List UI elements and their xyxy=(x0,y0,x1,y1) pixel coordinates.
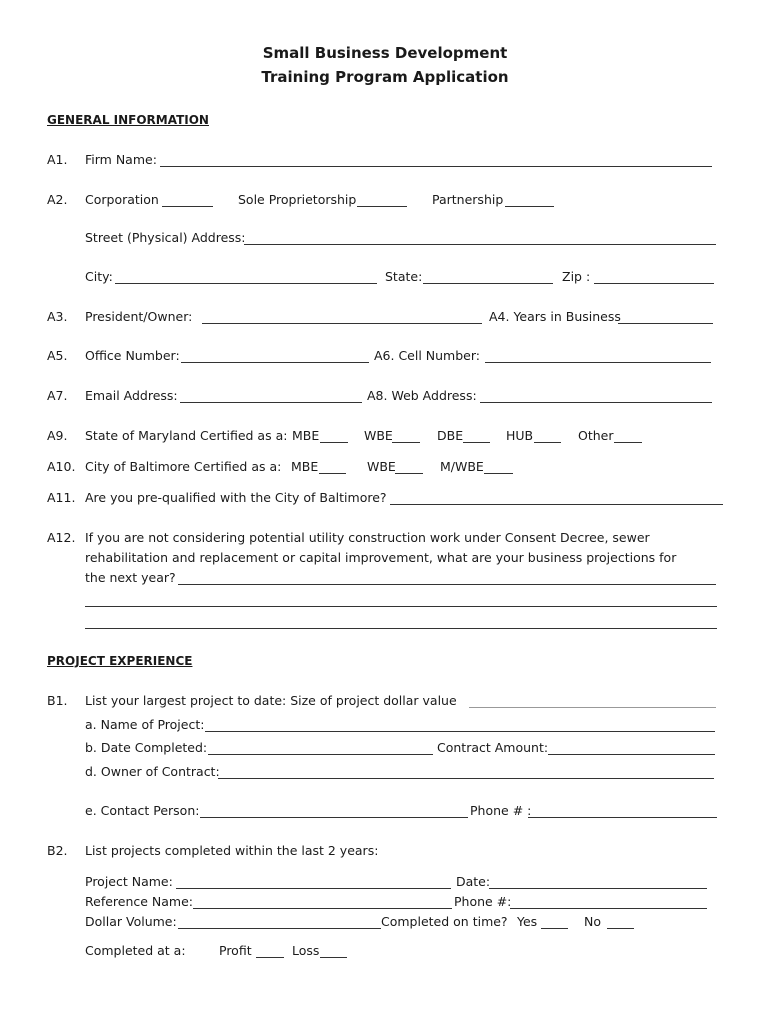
project-name-label: a. Name of Project: xyxy=(85,717,205,732)
b2-project-name-field[interactable] xyxy=(176,874,451,889)
a9-mbe-field[interactable] xyxy=(320,428,348,443)
b2-project-name-row xyxy=(0,874,770,892)
sole-proprietorship-field[interactable] xyxy=(357,192,407,207)
completed-at-label: Completed at a: xyxy=(85,943,186,958)
corporation-field[interactable] xyxy=(162,192,213,207)
b2-project-name-label: Project Name: xyxy=(85,874,173,889)
a9-number: A9. xyxy=(47,428,68,443)
a9-mbe-label: MBE xyxy=(292,428,320,443)
contract-amount-label: Contract Amount: xyxy=(437,740,549,755)
a3-a4-row xyxy=(0,309,770,327)
loss-field[interactable] xyxy=(320,943,347,958)
dollar-volume-label: Dollar Volume: xyxy=(85,914,177,929)
reference-name-label: Reference Name: xyxy=(85,894,194,909)
a5-a6-row xyxy=(0,348,770,366)
years-in-business-label: A4. Years in Business xyxy=(489,309,621,324)
contact-phone-label: Phone # : xyxy=(470,803,532,818)
business-projections-question-line2: rehabilitation and replacement or capital improvement, what are your business projections for xyxy=(85,550,677,565)
city-state-zip-row xyxy=(0,269,770,287)
profit-label: Profit xyxy=(219,943,252,958)
office-number-label: Office Number: xyxy=(85,348,180,363)
street-address-field[interactable] xyxy=(244,230,716,245)
a2-number: A2. xyxy=(47,192,68,207)
email-address-field[interactable] xyxy=(180,388,362,403)
reference-phone-field[interactable] xyxy=(510,894,707,909)
state-label: State: xyxy=(385,269,423,284)
on-time-yes-label: Yes xyxy=(517,914,538,929)
b2-dollar-row xyxy=(0,914,770,932)
owner-of-contract-label: d. Owner of Contract: xyxy=(85,764,220,779)
a9-hub-label: HUB xyxy=(506,428,534,443)
date-completed-field[interactable] xyxy=(208,740,433,755)
a9-dbe-label: DBE xyxy=(437,428,464,443)
a10-mbe-field[interactable] xyxy=(319,459,346,474)
b1a-row xyxy=(0,717,770,735)
b1d-row xyxy=(0,764,770,782)
general-information-heading: GENERAL INFORMATION xyxy=(47,113,209,127)
president-owner-field[interactable] xyxy=(202,309,482,324)
b1-number: B1. xyxy=(47,693,68,708)
years-in-business-field[interactable] xyxy=(618,309,713,324)
city-label: City: xyxy=(85,269,113,284)
recent-projects-label: List projects completed within the last 2 years: xyxy=(85,843,379,858)
state-certified-label: State of Maryland Certified as a: xyxy=(85,428,288,443)
web-address-label: A8. Web Address: xyxy=(367,388,477,403)
a9-dbe-field[interactable] xyxy=(463,428,490,443)
a9-hub-field[interactable] xyxy=(534,428,561,443)
a10-number: A10. xyxy=(47,459,76,474)
form-title-line1: Small Business Development xyxy=(262,44,508,62)
a2-row xyxy=(0,192,770,210)
a10-wbe-field[interactable] xyxy=(395,459,423,474)
owner-of-contract-field[interactable] xyxy=(218,764,714,779)
a7-a8-row xyxy=(0,388,770,406)
a9-wbe-field[interactable] xyxy=(392,428,420,443)
a9-other-label: Other xyxy=(578,428,614,443)
reference-phone-label: Phone #: xyxy=(454,894,512,909)
b2-date-label: Date: xyxy=(456,874,491,889)
b1b-row xyxy=(0,740,770,758)
contract-amount-field[interactable] xyxy=(548,740,715,755)
form-title-line2: Training Program Application xyxy=(261,68,509,86)
b2-date-field[interactable] xyxy=(489,874,707,889)
president-owner-label: President/Owner: xyxy=(85,309,193,324)
dollar-volume-field[interactable] xyxy=(178,914,381,929)
street-row xyxy=(0,230,770,248)
a7-number: A7. xyxy=(47,388,68,403)
b2-profit-row xyxy=(0,943,770,961)
completed-on-time-label: Completed on time? xyxy=(381,914,508,929)
contact-person-field[interactable] xyxy=(200,803,468,818)
cell-number-label: A6. Cell Number: xyxy=(374,348,480,363)
project-experience-heading: PROJECT EXPERIENCE xyxy=(47,654,193,668)
business-projections-field-2[interactable] xyxy=(85,592,717,607)
business-projections-question-line1: If you are not considering potential utility construction work under Consent Decree, sewer xyxy=(85,530,650,545)
pre-qualified-label: Are you pre-qualified with the City of Baltimore? xyxy=(85,490,387,505)
zip-field[interactable] xyxy=(594,269,714,284)
street-address-label: Street (Physical) Address: xyxy=(85,230,246,245)
a9-other-field[interactable] xyxy=(614,428,642,443)
on-time-yes-field[interactable] xyxy=(541,914,568,929)
largest-project-label: List your largest project to date: Size of project dollar value xyxy=(85,693,457,708)
a10-mbe-label: MBE xyxy=(291,459,319,474)
business-projections-field-1[interactable] xyxy=(178,570,716,585)
profit-field[interactable] xyxy=(256,943,284,958)
b1-row xyxy=(0,693,770,711)
on-time-no-field[interactable] xyxy=(607,914,634,929)
project-dollar-value-field[interactable] xyxy=(469,693,716,708)
a11-number: A11. xyxy=(47,490,76,505)
city-field[interactable] xyxy=(115,269,377,284)
city-certified-label: City of Baltimore Certified as a: xyxy=(85,459,282,474)
a12-row xyxy=(0,530,770,548)
date-completed-label: b. Date Completed: xyxy=(85,740,208,755)
firm-name-field[interactable] xyxy=(160,152,712,167)
partnership-label: Partnership xyxy=(432,192,504,207)
a11-row xyxy=(0,490,770,508)
business-projections-field-3[interactable] xyxy=(85,614,717,629)
a3-number: A3. xyxy=(47,309,68,324)
contact-phone-field[interactable] xyxy=(528,803,717,818)
a12-number: A12. xyxy=(47,530,76,545)
firm-name-label: Firm Name: xyxy=(85,152,157,167)
business-projections-question-line3: the next year? xyxy=(85,570,176,585)
a9-row xyxy=(0,428,770,446)
loss-label: Loss xyxy=(292,943,320,958)
sole-proprietorship-label: Sole Proprietorship xyxy=(238,192,357,207)
a1-number: A1. xyxy=(47,152,68,167)
email-address-label: Email Address: xyxy=(85,388,178,403)
partnership-field[interactable] xyxy=(505,192,554,207)
state-field[interactable] xyxy=(423,269,553,284)
a10-mwbe-label: M/WBE xyxy=(440,459,484,474)
on-time-no-label: No xyxy=(584,914,601,929)
pre-qualified-field[interactable] xyxy=(390,490,723,505)
reference-name-field[interactable] xyxy=(193,894,452,909)
b2-reference-row xyxy=(0,894,770,912)
project-name-field[interactable] xyxy=(205,717,715,732)
web-address-field[interactable] xyxy=(480,388,712,403)
a12-row-2 xyxy=(0,550,770,568)
corporation-label: Corporation xyxy=(85,192,159,207)
a1-row xyxy=(0,152,770,170)
a10-row xyxy=(0,459,770,477)
office-number-field[interactable] xyxy=(181,348,369,363)
b1e-row xyxy=(0,803,770,821)
contact-person-label: e. Contact Person: xyxy=(85,803,200,818)
a9-wbe-label: WBE xyxy=(364,428,393,443)
zip-label: Zip : xyxy=(562,269,591,284)
a10-wbe-label: WBE xyxy=(367,459,396,474)
a5-number: A5. xyxy=(47,348,68,363)
b2-row xyxy=(0,843,770,861)
cell-number-field[interactable] xyxy=(485,348,711,363)
a10-mwbe-field[interactable] xyxy=(484,459,513,474)
b2-number: B2. xyxy=(47,843,68,858)
a12-row-3 xyxy=(0,570,770,588)
